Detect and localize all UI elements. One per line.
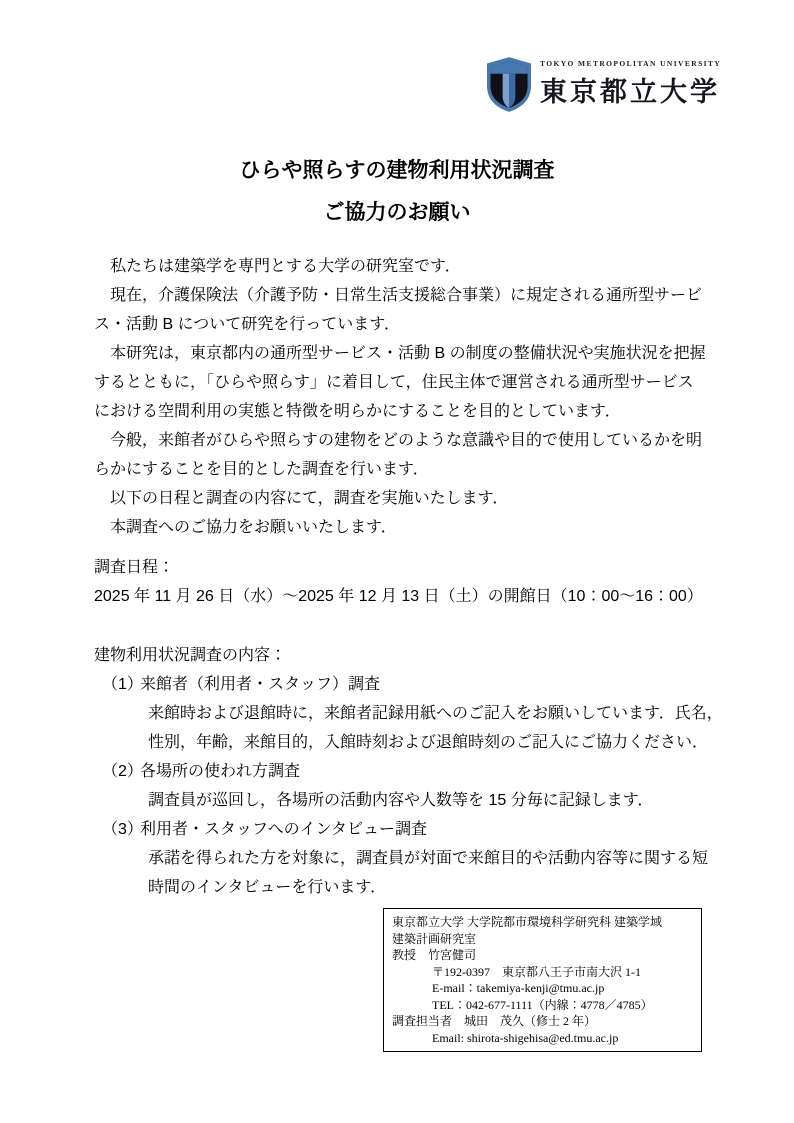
- introduction-paragraphs: [94, 252, 714, 542]
- list-item-description: 承諾を得られた方を対象に，調査員が対面で来館目的や活動内容等に関する短: [148, 850, 709, 867]
- contact-email-professor: E-mail：takemiya-kenji@tmu.ac.jp: [432, 981, 605, 995]
- body-line: らかにすることを目的とした調査を行います．: [94, 461, 429, 478]
- survey-schedule-section: [94, 553, 734, 611]
- list-item-title: 利用者・スタッフへのインタビュー調査: [140, 821, 428, 838]
- document-title: ひらや照らすの建物利用状況調査: [239, 159, 555, 182]
- list-item-number: （1）: [102, 676, 143, 693]
- list-item-number: （3）: [102, 821, 143, 838]
- body-line: 本調査へのご協力をお願いいたします．: [94, 519, 397, 536]
- list-item-number: （2）: [102, 763, 143, 780]
- list-item-description: 時間のインタビューを行います．: [148, 879, 387, 896]
- contact-phone: TEL：042-677-1111（内線：4778／4785）: [432, 997, 653, 1012]
- contact-email-researcher: Email: shirota-shigehisa@ed.tmu.ac.jp: [432, 1030, 619, 1045]
- list-item-title: 来館者（利用者・スタッフ）調査: [140, 676, 381, 693]
- list-item-description: 性別，年齢，来館目的，入館時刻および退館時刻のご記入にご協力ください．: [148, 734, 709, 751]
- schedule-label: 調査日程：: [94, 559, 175, 576]
- body-line: ス・活動 B について研究を行っています．: [94, 316, 400, 333]
- university-name-en: TOKYO METROPOLITAN UNIVERSITY: [540, 59, 722, 68]
- list-item: [94, 757, 734, 786]
- survey-contents-section: [94, 641, 734, 902]
- university-name-jp: 東京都立大学: [540, 77, 720, 107]
- body-line: するとともに，「ひらや照らす」に着目して，住民主体で運営される通所型サービス: [94, 374, 694, 391]
- body-line: における空間利用の実態と特徴を明らかにすることを目的としています．: [94, 403, 621, 420]
- document-subtitle: ご協力のお願い: [323, 201, 471, 224]
- contact-address: 〒192-0397 東京都八王子市南大沢 1-1: [432, 964, 641, 979]
- contact-info-box: [383, 908, 702, 1052]
- body-line: 以下の日程と調査の内容にて，調査を実施いたします．: [94, 490, 509, 507]
- university-shield-icon: [487, 56, 531, 113]
- university-logo-text: [540, 56, 721, 109]
- body-line: 私たちは建築学を専門とする大学の研究室です．: [94, 258, 461, 275]
- survey-contents-heading: 建物利用状況調査の内容：: [94, 647, 287, 664]
- list-item-title: 各場所の使われ方調査: [140, 763, 301, 780]
- body-line: 今般，来館者がひらや照らすの建物をどのような意識や目的で使用しているかを明: [94, 432, 703, 449]
- contact-affiliation: 東京都立大学 大学院都市環境科学研究科 建築学域: [392, 915, 663, 929]
- university-logo: [487, 56, 721, 113]
- schedule-dates: 2025 年 11 月 26 日（水）～2025 年 12 月 13 日（土）の開館日（10：00～16：00）: [94, 588, 703, 605]
- contact-researcher: 調査担当者 城田 茂久（修士 2 年）: [392, 1014, 597, 1028]
- body-line: 現在，介護保険法（介護予防・日常生活支援総合事業）に規定される通所型サービ: [94, 287, 703, 304]
- contact-professor: 教授 竹宮健司: [392, 948, 477, 962]
- list-item: [94, 815, 734, 844]
- list-item: [94, 670, 734, 699]
- list-item-description: 来館時および退館時に，来館者記録用紙へのご記入をお願いしています．氏名，: [148, 705, 723, 722]
- list-item-description: 調査員が巡回し，各場所の活動内容や人数等を 15 分毎に記録します．: [148, 792, 654, 809]
- body-line: 本研究は，東京都内の通所型サービス・活動 B の制度の整備状況や実施状況を把握: [94, 345, 706, 362]
- contact-lab: 建築計画研究室: [392, 931, 477, 946]
